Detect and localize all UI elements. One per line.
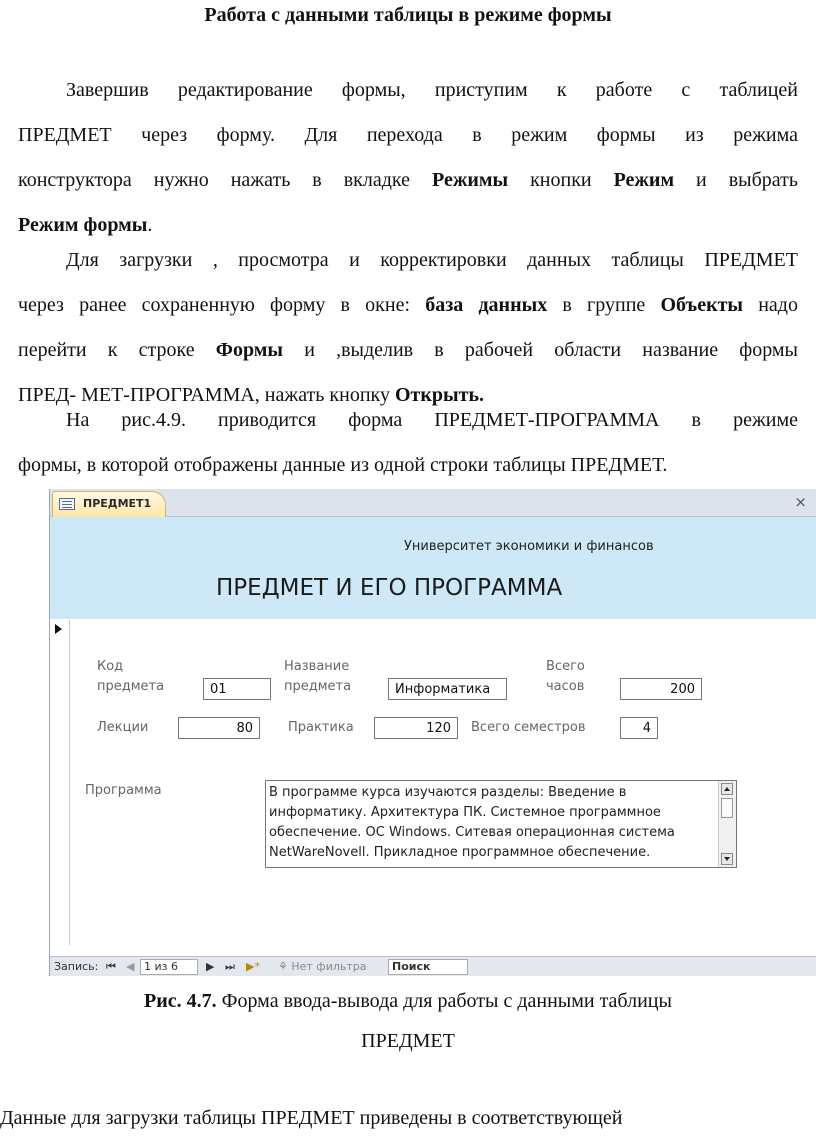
record-selector[interactable]	[50, 620, 70, 945]
form-title: ПРЕДМЕТ И ЕГО ПРОГРАММА	[216, 575, 563, 601]
filter-label: Нет фильтра	[291, 960, 367, 973]
last-record-icon[interactable]: ⏭	[225, 960, 235, 973]
semesters-label: Всего семестров	[471, 720, 586, 735]
search-field[interactable]: Поиск	[388, 959, 468, 975]
scroll-thumb[interactable]	[721, 798, 733, 818]
paragraph-1: Завершив редактирование формы, приступим к работе с таблицей ПРЕДМЕТ через форму. Для перехода в режим формы из режима конструктора нужно нажать в вкладке Режимы кнопки Режим и выбрать Режим формы.	[18, 79, 799, 236]
name-field[interactable]: Информатика	[388, 678, 507, 700]
figure-caption: Рис. 4.7. Форма ввода-вывода для работы с данными таблицы	[144, 990, 672, 1012]
record-navigation-bar	[50, 956, 816, 976]
form-tab-label: ПРЕДМЕТ1	[83, 497, 152, 510]
practice-label: Практика	[288, 720, 354, 735]
form-icon	[59, 498, 75, 510]
filter-icon[interactable]: ⚘ Нет фильтра	[278, 960, 367, 973]
form-header	[50, 517, 816, 619]
kod-label: Код предмета	[97, 659, 165, 694]
program-label: Программа	[85, 783, 162, 798]
prev-record-icon[interactable]: ◀	[126, 960, 135, 973]
name-label: Название предмета	[284, 659, 352, 694]
organization-label: Университет экономики и финансов	[404, 539, 654, 554]
figure-caption-line2: ПРЕДМЕТ	[361, 1030, 455, 1052]
program-text: В программе курса изучаются разделы: Введение в информатику. Архитектура ПК. Системное программное обеспечение. ОС Windows. Ситевая операционная система NetWareNovell. Прикладное программное обеспечение.	[269, 785, 675, 860]
doc-title: Работа с данными таблицы в режиме формы	[204, 4, 612, 26]
form-tab[interactable]	[52, 491, 166, 517]
document-tab-bar	[50, 489, 816, 517]
lectures-field[interactable]: 80	[178, 717, 260, 739]
hours-field[interactable]: 200	[620, 678, 702, 700]
paragraph-2: Для загрузки , просмотра и корректировки данных таблицы ПРЕДМЕТ через ранее сохраненную форму в окне: база данных в группе Объекты надо перейти к строке Формы и ,выделив в рабочей области название формы ПРЕД- МЕТ-ПРОГРАММА, нажать кнопку Открыть.	[18, 249, 798, 406]
practice-field[interactable]: 120	[374, 717, 458, 739]
program-field[interactable]	[265, 780, 737, 868]
access-form-window	[49, 489, 816, 976]
vertical-scrollbar[interactable]	[718, 781, 736, 867]
scroll-up-icon[interactable]	[721, 783, 733, 795]
new-record-icon[interactable]: ▶*	[246, 960, 260, 973]
scroll-down-icon[interactable]	[721, 853, 733, 865]
record-position-field[interactable]: 1 из 6	[140, 959, 198, 975]
paragraph-3: На рис.4.9. приводится форма ПРЕДМЕТ-ПРОГРАММА в режиме формы, в которой отображены данные из одной строки таблицы ПРЕДМЕТ.	[18, 409, 798, 476]
next-record-icon[interactable]: ▶	[206, 960, 215, 973]
close-icon[interactable]: ×	[794, 493, 807, 511]
first-record-icon[interactable]: ⏮	[106, 960, 116, 973]
kod-field[interactable]: 01	[203, 678, 271, 700]
semesters-field[interactable]: 4	[620, 717, 658, 739]
hours-label: Всего часов	[546, 659, 585, 694]
lectures-label: Лекции	[97, 720, 149, 735]
record-label: Запись:	[54, 960, 99, 973]
current-record-icon	[55, 624, 62, 634]
bottom-paragraph: Данные для загрузки таблицы ПРЕДМЕТ приведены в соответствующей	[0, 1107, 623, 1129]
